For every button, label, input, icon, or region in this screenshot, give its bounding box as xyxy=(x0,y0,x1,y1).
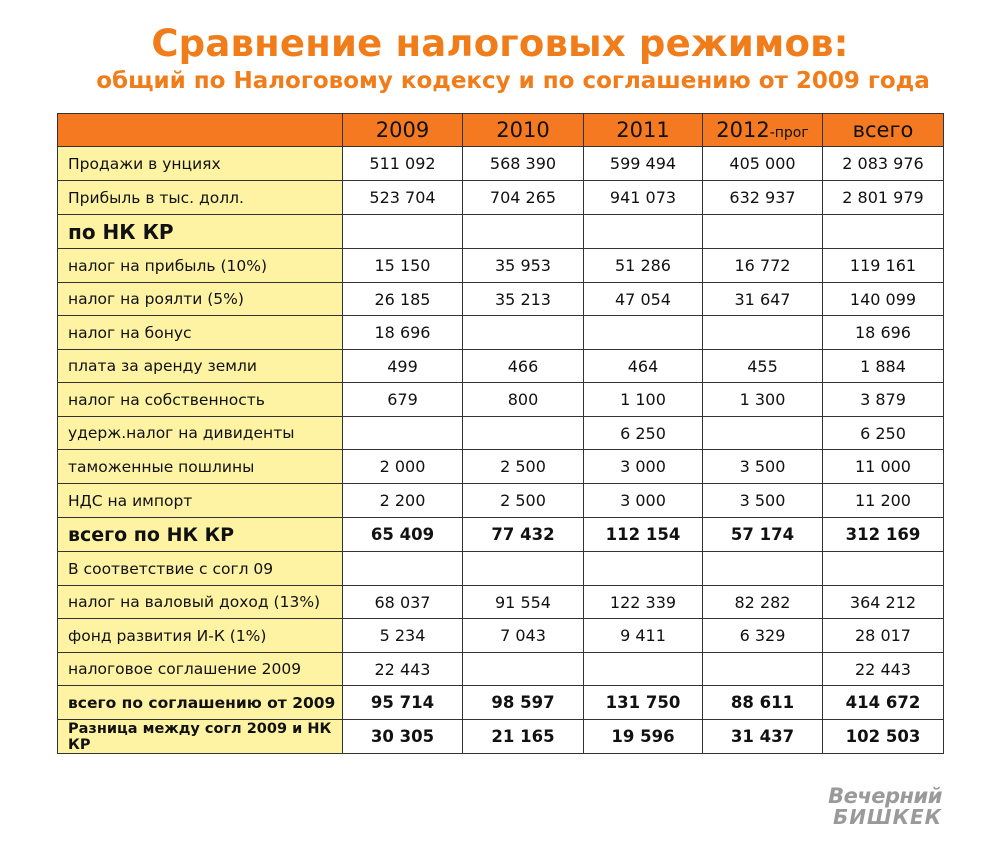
table-cell xyxy=(703,215,823,249)
table-cell: 464 xyxy=(584,350,703,383)
table-row xyxy=(58,720,944,754)
table-cell: 11 000 xyxy=(823,450,944,484)
table-cell: 679 xyxy=(343,383,463,417)
table-cell: 19 596 xyxy=(584,720,703,754)
table-cell xyxy=(823,552,944,586)
table-cell xyxy=(463,417,584,450)
table-cell: 82 282 xyxy=(703,586,823,619)
table-cell: 2 000 xyxy=(343,450,463,484)
table-cell: 1 100 xyxy=(584,383,703,417)
table-row xyxy=(58,619,944,653)
row-label: Продажи в унциях xyxy=(58,147,343,181)
table-row xyxy=(58,586,944,619)
table-cell: 1 300 xyxy=(703,383,823,417)
table-cell: 2 083 976 xyxy=(823,147,944,181)
table-cell: 455 xyxy=(703,350,823,383)
table-row xyxy=(58,518,944,552)
newspaper-logo: Вечерний БИШКЕК xyxy=(828,784,942,829)
table-cell: 88 611 xyxy=(703,686,823,720)
table-cell: 7 043 xyxy=(463,619,584,653)
table-row xyxy=(58,147,944,181)
table-row xyxy=(58,383,944,417)
table-cell: 18 696 xyxy=(343,316,463,350)
table-cell: 68 037 xyxy=(343,586,463,619)
table-row xyxy=(58,316,944,350)
table-row xyxy=(58,417,944,450)
table-cell: 51 286 xyxy=(584,249,703,283)
table-cell: 6 250 xyxy=(823,417,944,450)
table-cell: 98 597 xyxy=(463,686,584,720)
row-label: всего по НК КР xyxy=(58,518,343,552)
table-row xyxy=(58,350,944,383)
header-cell-2009: 2009 xyxy=(343,114,463,147)
table-cell: 11 200 xyxy=(823,484,944,518)
row-label: НДС на импорт xyxy=(58,484,343,518)
row-label: Разница между согл 2009 и НК КР xyxy=(58,720,343,754)
table-cell: 312 169 xyxy=(823,518,944,552)
table-cell: 523 704 xyxy=(343,181,463,215)
table-cell xyxy=(584,653,703,686)
table-cell: 5 234 xyxy=(343,619,463,653)
table-cell: 77 432 xyxy=(463,518,584,552)
header-cell-2011: 2011 xyxy=(584,114,703,147)
table-cell: 102 503 xyxy=(823,720,944,754)
table-row xyxy=(58,215,944,249)
table-body xyxy=(58,147,944,754)
table-cell xyxy=(343,215,463,249)
table-cell: 3 500 xyxy=(703,484,823,518)
table-cell: 47 054 xyxy=(584,283,703,316)
table-cell: 35 953 xyxy=(463,249,584,283)
table-cell xyxy=(463,316,584,350)
header-cell-2012: 2012-прог xyxy=(703,114,823,147)
table-row xyxy=(58,450,944,484)
table-row xyxy=(58,283,944,316)
row-label: всего по соглашению от 2009 xyxy=(58,686,343,720)
table-cell: 599 494 xyxy=(584,147,703,181)
table-cell: 704 265 xyxy=(463,181,584,215)
table-cell: 1 884 xyxy=(823,350,944,383)
table-cell: 3 000 xyxy=(584,450,703,484)
row-label: таможенные пошлины xyxy=(58,450,343,484)
table-cell: 568 390 xyxy=(463,147,584,181)
table-cell xyxy=(584,215,703,249)
table-cell: 414 672 xyxy=(823,686,944,720)
row-label: налог на прибыль (10%) xyxy=(58,249,343,283)
table-row xyxy=(58,686,944,720)
table-cell: 35 213 xyxy=(463,283,584,316)
table-cell: 31 647 xyxy=(703,283,823,316)
table-cell: 28 017 xyxy=(823,619,944,653)
table-cell: 6 329 xyxy=(703,619,823,653)
table-cell: 16 772 xyxy=(703,249,823,283)
table-cell: 511 092 xyxy=(343,147,463,181)
table-cell: 364 212 xyxy=(823,586,944,619)
row-label: плата за аренду земли xyxy=(58,350,343,383)
table-cell: 22 443 xyxy=(823,653,944,686)
table-cell xyxy=(343,417,463,450)
table-cell xyxy=(584,552,703,586)
table-cell: 2 801 979 xyxy=(823,181,944,215)
page-title: Сравнение налоговых режимов: xyxy=(151,22,849,65)
row-label: по НК КР xyxy=(58,215,343,249)
table-cell: 112 154 xyxy=(584,518,703,552)
table-row xyxy=(58,552,944,586)
table-cell: 140 099 xyxy=(823,283,944,316)
row-label: налог на бонус xyxy=(58,316,343,350)
table-cell: 95 714 xyxy=(343,686,463,720)
table-cell: 21 165 xyxy=(463,720,584,754)
table-cell: 466 xyxy=(463,350,584,383)
row-label: Прибыль в тыс. долл. xyxy=(58,181,343,215)
table-row xyxy=(58,653,944,686)
table-cell: 22 443 xyxy=(343,653,463,686)
tax-comparison-table xyxy=(57,113,944,754)
row-label: налоговое соглашение 2009 xyxy=(58,653,343,686)
table-cell: 6 250 xyxy=(584,417,703,450)
table-cell xyxy=(703,552,823,586)
table-cell: 122 339 xyxy=(584,586,703,619)
row-label: В соответствие с согл 09 xyxy=(58,552,343,586)
table-cell: 91 554 xyxy=(463,586,584,619)
row-label: фонд развития И-К (1%) xyxy=(58,619,343,653)
table-cell: 30 305 xyxy=(343,720,463,754)
table-cell: 941 073 xyxy=(584,181,703,215)
row-label: налог на роялти (5%) xyxy=(58,283,343,316)
header-cell-2010: 2010 xyxy=(463,114,584,147)
table-cell: 131 750 xyxy=(584,686,703,720)
table-cell: 800 xyxy=(463,383,584,417)
table-cell: 65 409 xyxy=(343,518,463,552)
table-cell: 3 879 xyxy=(823,383,944,417)
table-cell: 405 000 xyxy=(703,147,823,181)
row-label: налог на валовый доход (13%) xyxy=(58,586,343,619)
table-cell: 15 150 xyxy=(343,249,463,283)
table-cell: 18 696 xyxy=(823,316,944,350)
header-corner-cell xyxy=(58,114,343,147)
table-cell: 632 937 xyxy=(703,181,823,215)
table-cell: 3 000 xyxy=(584,484,703,518)
table-cell xyxy=(823,215,944,249)
table-cell xyxy=(584,316,703,350)
table-cell: 119 161 xyxy=(823,249,944,283)
table-header-row xyxy=(58,114,944,147)
table-cell xyxy=(463,552,584,586)
table-cell: 57 174 xyxy=(703,518,823,552)
table-cell xyxy=(343,552,463,586)
table-cell xyxy=(703,653,823,686)
row-label: удерж.налог на дивиденты xyxy=(58,417,343,450)
table-cell: 26 185 xyxy=(343,283,463,316)
table-cell xyxy=(463,215,584,249)
table-row xyxy=(58,484,944,518)
row-label: налог на собственность xyxy=(58,383,343,417)
table-cell: 9 411 xyxy=(584,619,703,653)
table-row xyxy=(58,181,944,215)
table-cell xyxy=(703,417,823,450)
table-cell xyxy=(703,316,823,350)
page-subtitle: общий по Налоговому кодексу и по соглашению от 2009 года xyxy=(96,68,930,94)
table-cell: 2 500 xyxy=(463,450,584,484)
table-row xyxy=(58,249,944,283)
table-cell: 499 xyxy=(343,350,463,383)
table-cell: 2 500 xyxy=(463,484,584,518)
header-cell-total: всего xyxy=(823,114,944,147)
table-cell: 31 437 xyxy=(703,720,823,754)
table-cell: 3 500 xyxy=(703,450,823,484)
table-cell xyxy=(463,653,584,686)
table-cell: 2 200 xyxy=(343,484,463,518)
